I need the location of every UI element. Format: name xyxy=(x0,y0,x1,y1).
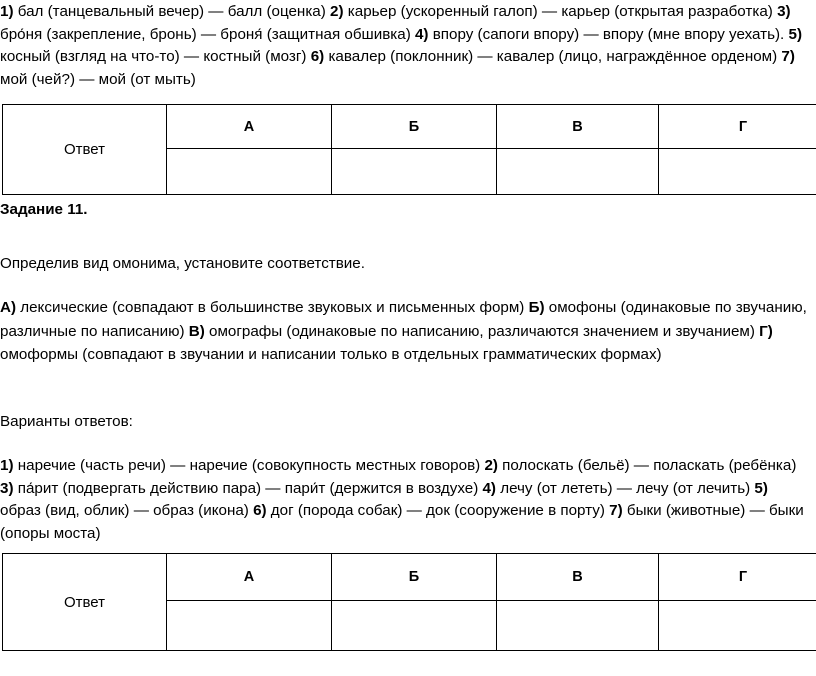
variant-number: 7) xyxy=(781,48,795,65)
variant-number: 1) xyxy=(0,457,14,474)
variant-number: 4) xyxy=(482,479,496,497)
answer-row-label: Ответ xyxy=(3,105,167,195)
task11-instruction: Определив вид омонима, установите соответствие. xyxy=(0,255,365,272)
variant-text: образ (вид, облик) — образ (икона) xyxy=(0,502,254,519)
variant-text: полоскать (бельё) — поласкать (ребёнка) xyxy=(497,457,797,474)
task10-answer-table xyxy=(2,104,816,195)
column-header-b: Б xyxy=(332,105,497,149)
task11-answer-table xyxy=(2,553,816,651)
variant-text: лечу (от лететь) — лечу (от лечить) xyxy=(495,479,755,497)
answer-cell-g[interactable] xyxy=(659,149,816,195)
variant-number: 3) xyxy=(0,479,14,497)
task11-variants xyxy=(0,455,808,545)
variant-text: па́рит (подвергать действию пара) — пари́т (держится в воздухе) xyxy=(13,479,483,497)
category-text: лексические (совпадают в большинстве звуковых и письменных форм) xyxy=(16,299,529,316)
category-text: омоформы (совпадают в звучании и написании только в отдельных грамматических формах) xyxy=(0,346,662,363)
answer-cell-b[interactable] xyxy=(332,601,497,651)
answer-cell-v[interactable] xyxy=(497,601,659,651)
variant-text: кавалер (поклонник) — кавалер (лицо, награждённое орденом) xyxy=(324,48,782,65)
variant-text: наречие (часть речи) — наречие (совокупность местных говоров) xyxy=(13,457,485,474)
answer-cell-g[interactable] xyxy=(659,601,816,651)
task11-title: Задание 11. xyxy=(0,201,88,218)
variant-text: мой (чей?) — мой (от мыть) xyxy=(0,70,196,88)
answer-cell-a[interactable] xyxy=(167,601,332,651)
column-header-g: Г xyxy=(659,554,816,601)
variant-text: быки (животные) — быки (опоры моста) xyxy=(0,502,804,542)
category-letter: Г) xyxy=(759,322,773,340)
variant-text: впору (сапоги впору) — впору (мне впору уехать). xyxy=(428,25,789,43)
task11-categories xyxy=(0,296,808,367)
answer-cell-a[interactable] xyxy=(167,149,332,195)
variant-number: 6) xyxy=(310,48,325,65)
category-text: омографы (одинаковые по написанию, различаются значением и звучанием) xyxy=(204,322,760,340)
variant-number: 6) xyxy=(253,502,267,519)
task11-variants-heading: Варианты ответов: xyxy=(0,413,133,430)
variant-text: бал (танцевальный вечер) — балл (оценка) xyxy=(13,3,331,20)
task10-variants xyxy=(0,1,808,91)
answer-cell-v[interactable] xyxy=(497,149,659,195)
variant-text: дог (порода собак) — док (сооружение в порту) xyxy=(266,502,610,519)
variant-number: 1) xyxy=(0,3,14,20)
variant-number: 2) xyxy=(484,457,498,474)
category-letter: В) xyxy=(188,322,205,340)
variant-number: 5) xyxy=(788,25,803,43)
answer-cell-b[interactable] xyxy=(332,149,497,195)
variant-number: 2) xyxy=(330,3,344,20)
variant-number: 4) xyxy=(414,25,429,43)
variant-number: 3) xyxy=(777,3,791,20)
category-letter: Б) xyxy=(528,299,545,316)
variant-text: бро́ня (закрепление, бронь) — броня́ (защитная обшивка) xyxy=(0,25,415,43)
column-header-a: А xyxy=(167,105,332,149)
answer-row-label: Ответ xyxy=(3,554,167,651)
column-header-v: В xyxy=(497,554,659,601)
column-header-b: Б xyxy=(332,554,497,601)
column-header-g: Г xyxy=(659,105,816,149)
variant-number: 7) xyxy=(609,502,623,519)
category-text: омофоны (одинаковые по звучанию, различные по написанию) xyxy=(0,299,807,340)
category-letter: А) xyxy=(0,299,17,316)
variant-text: косный (взгляд на что-то) — костный (мозг) xyxy=(0,48,311,65)
variant-text: карьер (ускоренный галоп) — карьер (открытая разработка) xyxy=(343,3,778,20)
column-header-a: А xyxy=(167,554,332,601)
variant-number: 5) xyxy=(754,479,768,497)
column-header-v: В xyxy=(497,105,659,149)
